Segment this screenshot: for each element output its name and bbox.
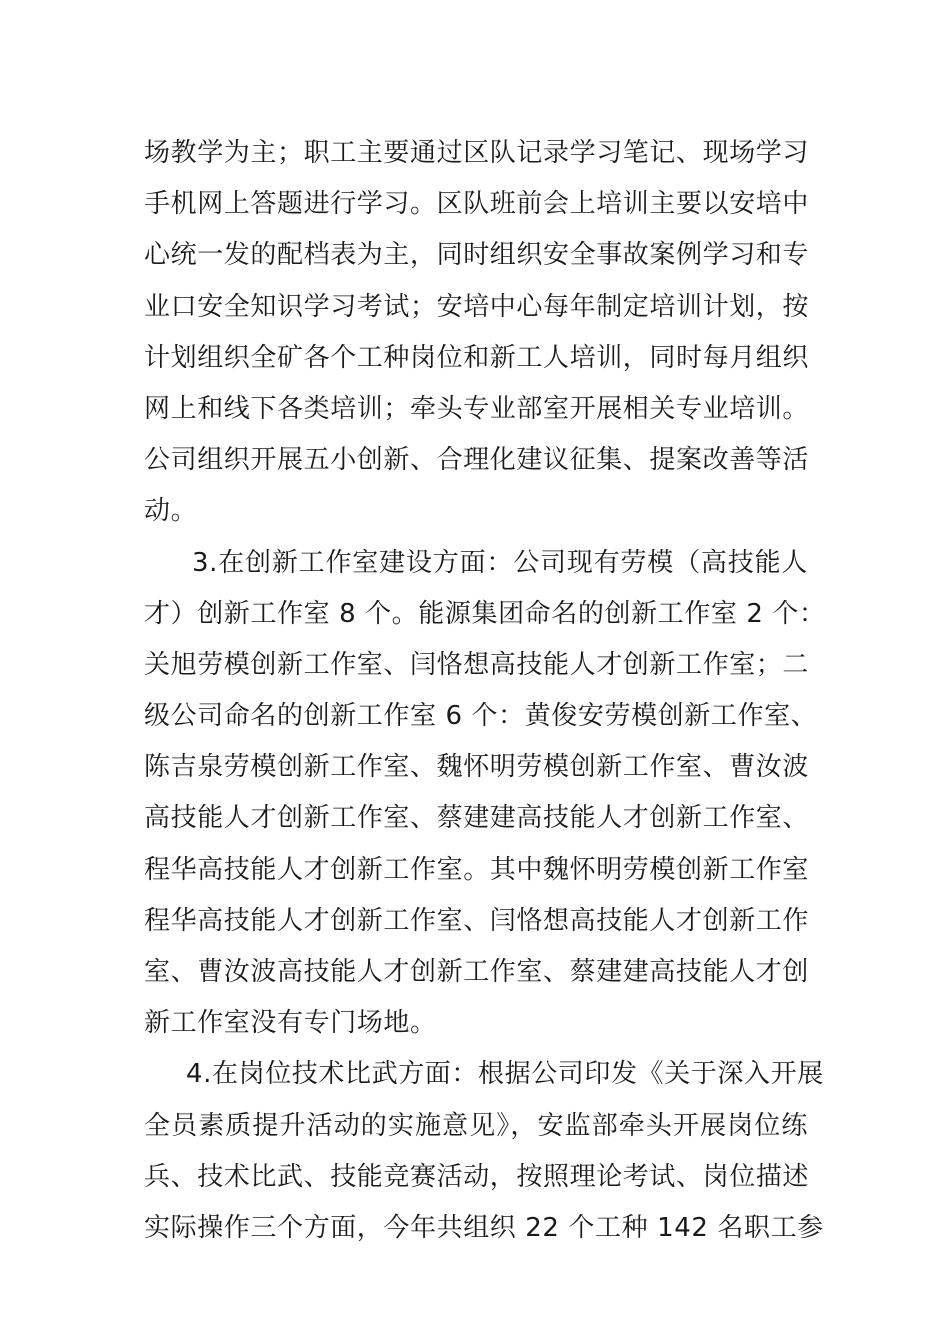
text-line: 业口安全知识学习考试；安培中心每年制定培训计划，按 — [144, 291, 810, 322]
text-line: 网上和线下各类培训；牵头专业部室开展相关专业培训。 — [144, 393, 810, 424]
text-line: 场教学为主；职工主要通过区队记录学习笔记、现场学习 — [144, 138, 810, 168]
paragraph-skill-competition — [144, 1049, 824, 1254]
text-line: 级公司命名的创新工作室 6 个：黄俊安劳模创新工作室、 — [144, 701, 818, 732]
paragraph-innovation-studios — [144, 538, 826, 1050]
text-line: 新工作室没有专门场地。 — [144, 1008, 437, 1039]
text-line: 关旭劳模创新工作室、闫恪想高技能人才创新工作室；二 — [144, 649, 810, 680]
text-line: 程华高技能人才创新工作室、闫恪想高技能人才创新工作 — [144, 905, 810, 936]
text-line: 实际操作三个方面，今年共组织 22 个工种 142 名职工参 — [144, 1212, 824, 1243]
text-line: 计划组织全矿各个工种岗位和新工人培训，同时每月组织 — [144, 342, 810, 373]
text-line: 手机网上答题进行学习。区队班前会上培训主要以安培中 — [144, 189, 810, 220]
text-line: 3.在创新工作室建设方面：公司现有劳模（高技能人 — [192, 547, 808, 578]
text-line: 全员素质提升活动的实施意见》，安监部牵头开展岗位练 — [144, 1110, 808, 1141]
text-line: 4.在岗位技术比武方面：根据公司印发《关于深入开展 — [186, 1059, 824, 1090]
text-line: 动。 — [144, 496, 198, 527]
text-line: 心统一发的配档表为主，同时组织安全事故案例学习和专 — [144, 240, 810, 271]
text-line: 兵、技术比武、技能竞赛活动，按照理论考试、岗位描述 — [144, 1161, 810, 1192]
text-line: 公司组织开展五小创新、合理化建议征集、提案改善等活 — [144, 445, 810, 476]
text-line: 才）创新工作室 8 个。能源集团命名的创新工作室 2 个： — [144, 598, 826, 629]
body-text — [144, 128, 826, 1254]
text-line: 室、曹汝波高技能人才创新工作室、蔡建建高技能人才创 — [144, 957, 810, 987]
text-line: 高技能人才创新工作室、蔡建建高技能人才创新工作室、 — [144, 803, 810, 834]
text-line: 陈吉泉劳模创新工作室、魏怀明劳模创新工作室、曹汝波 — [144, 752, 810, 783]
text-line: 程华高技能人才创新工作室。其中魏怀明劳模创新工作室 — [144, 854, 810, 885]
paragraph-training — [144, 128, 808, 538]
